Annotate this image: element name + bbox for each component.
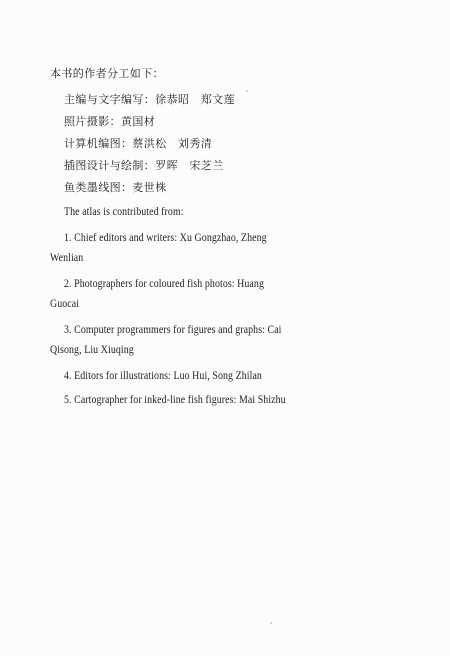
credit-cn-inked-line-figures: 鱼类墨线图：麦世株 [64,181,167,194]
scan-speck [270,622,272,624]
credit-en-3-line2: Qisong, Liu Xiuqing [50,344,134,356]
credit-en-2-line2: Guocai [50,298,80,310]
credit-en-1-line2: Wenlian [50,252,84,264]
credit-cn-photography: 照片摄影：黄国材 [64,115,156,128]
credit-en-4: 4. Editors for illustrations: Luo Hui, Song Zhilan [64,370,262,382]
credit-en-5: 5. Cartographer for inked-line fish figures: Mai Shizhu [64,394,286,406]
author-division-heading: 本书的作者分工如下： [50,67,164,80]
scan-speck [246,90,248,92]
credit-cn-computer-graphics: 计算机编图：蔡洪松 刘秀清 [64,137,213,150]
credit-cn-illustration: 插图设计与绘制：罗晖 宋芝兰 [64,159,224,172]
credit-cn-editors: 主编与文字编写：徐恭昭 郑文莲 [64,93,235,106]
credit-en-2-line1: 2. Photographers for coloured fish photos: Huang [64,278,264,290]
credit-en-3-line1: 3. Computer programmers for figures and graphs: Cai [64,324,282,336]
credit-en-1-line1: 1. Chief editors and writers: Xu Gongzhao, Zheng [64,232,267,244]
atlas-intro-text: The atlas is contributed from: [64,206,184,218]
